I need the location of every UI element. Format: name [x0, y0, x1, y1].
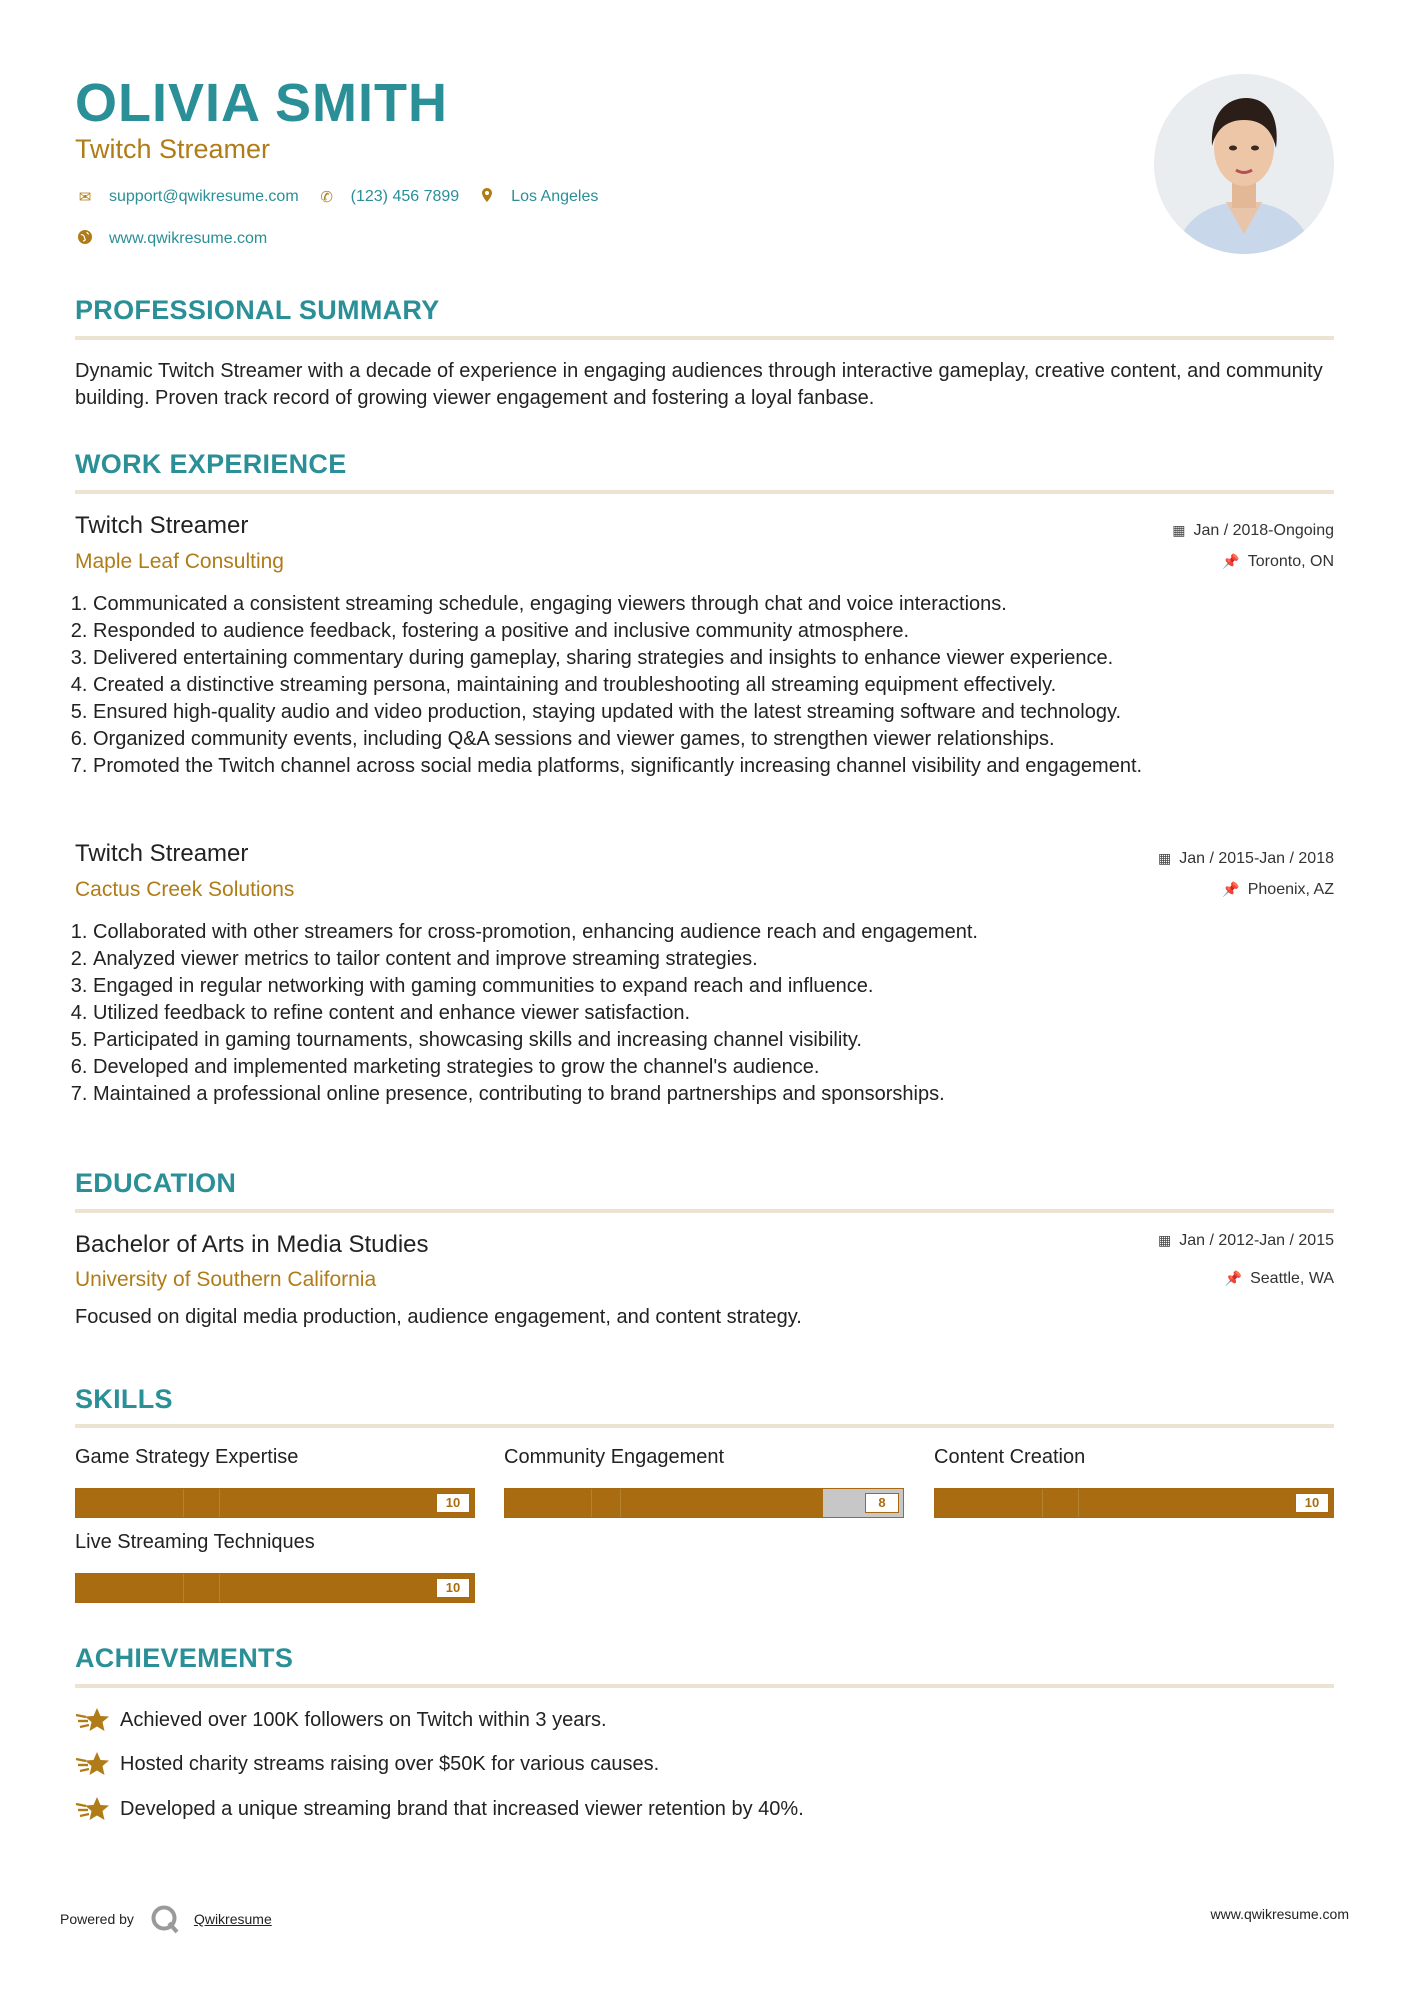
education-divider — [75, 1209, 1334, 1213]
job-1-bullets — [75, 591, 1338, 780]
job-2-title: Twitch Streamer — [75, 840, 249, 867]
shooting-star-icon — [75, 1750, 111, 1778]
list-item: 5. Ensured high-quality audio and video production, staying updated with the latest streaming software and technology. — [93, 699, 1338, 726]
qwikresume-link[interactable]: Qwikresume — [193, 1911, 272, 1927]
shooting-star-icon — [75, 1706, 111, 1734]
skill-name: Content Creation — [934, 1446, 1086, 1468]
job-2-location-text: Phoenix, AZ — [1247, 881, 1334, 898]
pushpin-icon: 📌 — [1224, 1270, 1243, 1286]
job-2-bullets — [75, 919, 1338, 1108]
education-dates-text: Jan / 2012-Jan / 2015 — [1179, 1232, 1334, 1249]
skill-name: Game Strategy Expertise — [75, 1446, 299, 1468]
website-item — [75, 230, 267, 248]
candidate-title: Twitch Streamer — [75, 134, 271, 164]
job-1-dates-text: Jan / 2018-Ongoing — [1193, 522, 1334, 539]
list-item: 7. Maintained a professional online presence, contributing to brand partnerships and sponsorships. — [93, 1081, 1338, 1108]
skill-score: 8 — [865, 1493, 899, 1513]
email-text[interactable]: support@qwikresume.com — [109, 188, 299, 205]
skill-game-strategy — [75, 1446, 475, 1518]
achievement-item — [75, 1795, 804, 1823]
job-2-dates — [1158, 850, 1334, 868]
list-item: 2. Responded to audience feedback, fostering a positive and inclusive community atmosphere. — [93, 618, 1338, 645]
contact-row-2 — [75, 230, 285, 248]
calendar-icon: ▦ — [1157, 1232, 1172, 1248]
skill-bar — [75, 1488, 475, 1518]
skill-bar-fill — [76, 1574, 474, 1602]
skill-bar-segment — [591, 1489, 592, 1517]
location-text: Los Angeles — [511, 188, 599, 205]
skills-heading: SKILLS — [75, 1384, 173, 1414]
list-item: 2. Analyzed viewer metrics to tailor content and improve streaming strategies. — [93, 946, 1338, 973]
list-item: 1. Communicated a consistent streaming schedule, engaging viewers through chat and voice interactions. — [93, 591, 1338, 618]
achievement-item — [75, 1706, 607, 1734]
skill-score: 10 — [436, 1578, 470, 1598]
job-1-location — [1222, 553, 1334, 571]
skill-bar-segment — [1042, 1489, 1043, 1517]
summary-divider — [75, 336, 1334, 340]
list-item: 7. Promoted the Twitch channel across social media platforms, significantly increasing channel visibility and engagement. — [93, 753, 1338, 780]
skill-bar-fill — [76, 1489, 474, 1517]
envelope-icon: ✉ — [78, 189, 92, 206]
summary-heading: PROFESSIONAL SUMMARY — [75, 295, 440, 325]
phone-item — [317, 188, 460, 206]
list-item: 3. Engaged in regular networking with gaming communities to expand reach and influence. — [93, 973, 1338, 1000]
summary-text: Dynamic Twitch Streamer with a decade of experience in engaging audiences through interactive gameplay, creative content, and community building. Proven track record of growing viewer engagement and fostering a loyal fanbase. — [75, 360, 1323, 409]
skill-bar-segment — [219, 1574, 220, 1602]
powered-by-label: Powered by — [60, 1911, 134, 1927]
skill-bar-segment — [1078, 1489, 1079, 1517]
contact-row-1 — [75, 188, 616, 206]
skill-bar — [75, 1573, 475, 1603]
skill-content-creation — [934, 1446, 1334, 1518]
list-item: 6. Organized community events, including Q&A sessions and viewer games, to strengthen viewer relationships. — [93, 726, 1338, 753]
achievement-item — [75, 1750, 659, 1778]
skill-bar-segment — [219, 1489, 220, 1517]
job-2-company: Cactus Creek Solutions — [75, 878, 295, 901]
phone-icon: ✆ — [320, 189, 333, 206]
skill-bar — [504, 1488, 904, 1518]
qwikresume-logo-icon — [150, 1904, 180, 1934]
skill-bar-segment — [183, 1574, 184, 1602]
profile-photo — [1154, 74, 1334, 254]
footer-website[interactable]: www.qwikresume.com — [1210, 1906, 1349, 1922]
achievement-text: Developed a unique streaming brand that increased viewer retention by 40%. — [120, 1797, 804, 1820]
education-location-text: Seattle, WA — [1250, 1270, 1334, 1287]
list-item: 4. Utilized feedback to refine content and enhance viewer satisfaction. — [93, 1000, 1338, 1027]
list-item: 5. Participated in gaming tournaments, showcasing skills and increasing channel visibility. — [93, 1027, 1338, 1054]
skill-bar-segment — [620, 1489, 621, 1517]
candidate-name: OLIVIA SMITH — [75, 73, 448, 133]
experience-heading: WORK EXPERIENCE — [75, 449, 347, 479]
globe-icon — [75, 230, 95, 248]
skill-name: Community Engagement — [504, 1446, 725, 1468]
skill-bar-fill — [935, 1489, 1333, 1517]
skill-community-engagement — [504, 1446, 904, 1518]
school-name: University of Southern California — [75, 1268, 377, 1291]
achievements-heading: ACHIEVEMENTS — [75, 1643, 294, 1673]
skill-live-streaming — [75, 1531, 475, 1603]
calendar-icon: ▦ — [1157, 850, 1172, 866]
pushpin-icon: 📌 — [1222, 881, 1240, 897]
footer-powered-by — [60, 1904, 272, 1934]
phone-text[interactable]: (123) 456 7899 — [350, 188, 460, 205]
calendar-icon: ▦ — [1172, 522, 1186, 538]
education-location — [1225, 1270, 1334, 1288]
map-pin-icon — [477, 188, 497, 206]
shooting-star-icon — [75, 1795, 111, 1823]
skill-bar — [934, 1488, 1334, 1518]
skill-score: 10 — [436, 1493, 470, 1513]
list-item: 6. Developed and implemented marketing strategies to grow the channel's audience. — [93, 1054, 1338, 1081]
achievement-text: Hosted charity streams raising over $50K for various causes. — [120, 1752, 660, 1775]
skill-bar-fill — [505, 1489, 823, 1517]
list-item: 3. Delivered entertaining commentary during gameplay, sharing strategies and insights to enhance viewer experience. — [93, 645, 1338, 672]
job-2-dates-text: Jan / 2015-Jan / 2018 — [1179, 850, 1334, 867]
skill-name: Live Streaming Techniques — [75, 1531, 315, 1553]
achievement-text: Achieved over 100K followers on Twitch within 3 years. — [120, 1708, 607, 1731]
skill-bar-segment — [183, 1489, 184, 1517]
degree-title: Bachelor of Arts in Media Studies — [75, 1231, 429, 1258]
website-text[interactable]: www.qwikresume.com — [109, 230, 268, 247]
email-item — [75, 188, 299, 206]
job-1-dates — [1172, 522, 1334, 540]
list-item: 4. Created a distinctive streaming persona, maintaining and troubleshooting all streaming equipment effectively. — [93, 672, 1338, 699]
education-heading: EDUCATION — [75, 1168, 237, 1198]
education-description: Focused on digital media production, audience engagement, and content strategy. — [75, 1306, 802, 1328]
location-item — [477, 188, 598, 206]
experience-divider — [75, 490, 1334, 494]
pushpin-icon: 📌 — [1222, 553, 1240, 569]
list-item: 1. Collaborated with other streamers for cross-promotion, enhancing audience reach and engagement. — [93, 919, 1338, 946]
job-1-company: Maple Leaf Consulting — [75, 550, 284, 573]
job-1-title: Twitch Streamer — [75, 512, 249, 539]
skill-score: 10 — [1295, 1493, 1329, 1513]
job-1-location-text: Toronto, ON — [1247, 553, 1334, 570]
education-dates — [1158, 1232, 1334, 1250]
achievements-divider — [75, 1684, 1334, 1688]
job-2-location — [1222, 881, 1334, 899]
skills-divider — [75, 1424, 1334, 1428]
